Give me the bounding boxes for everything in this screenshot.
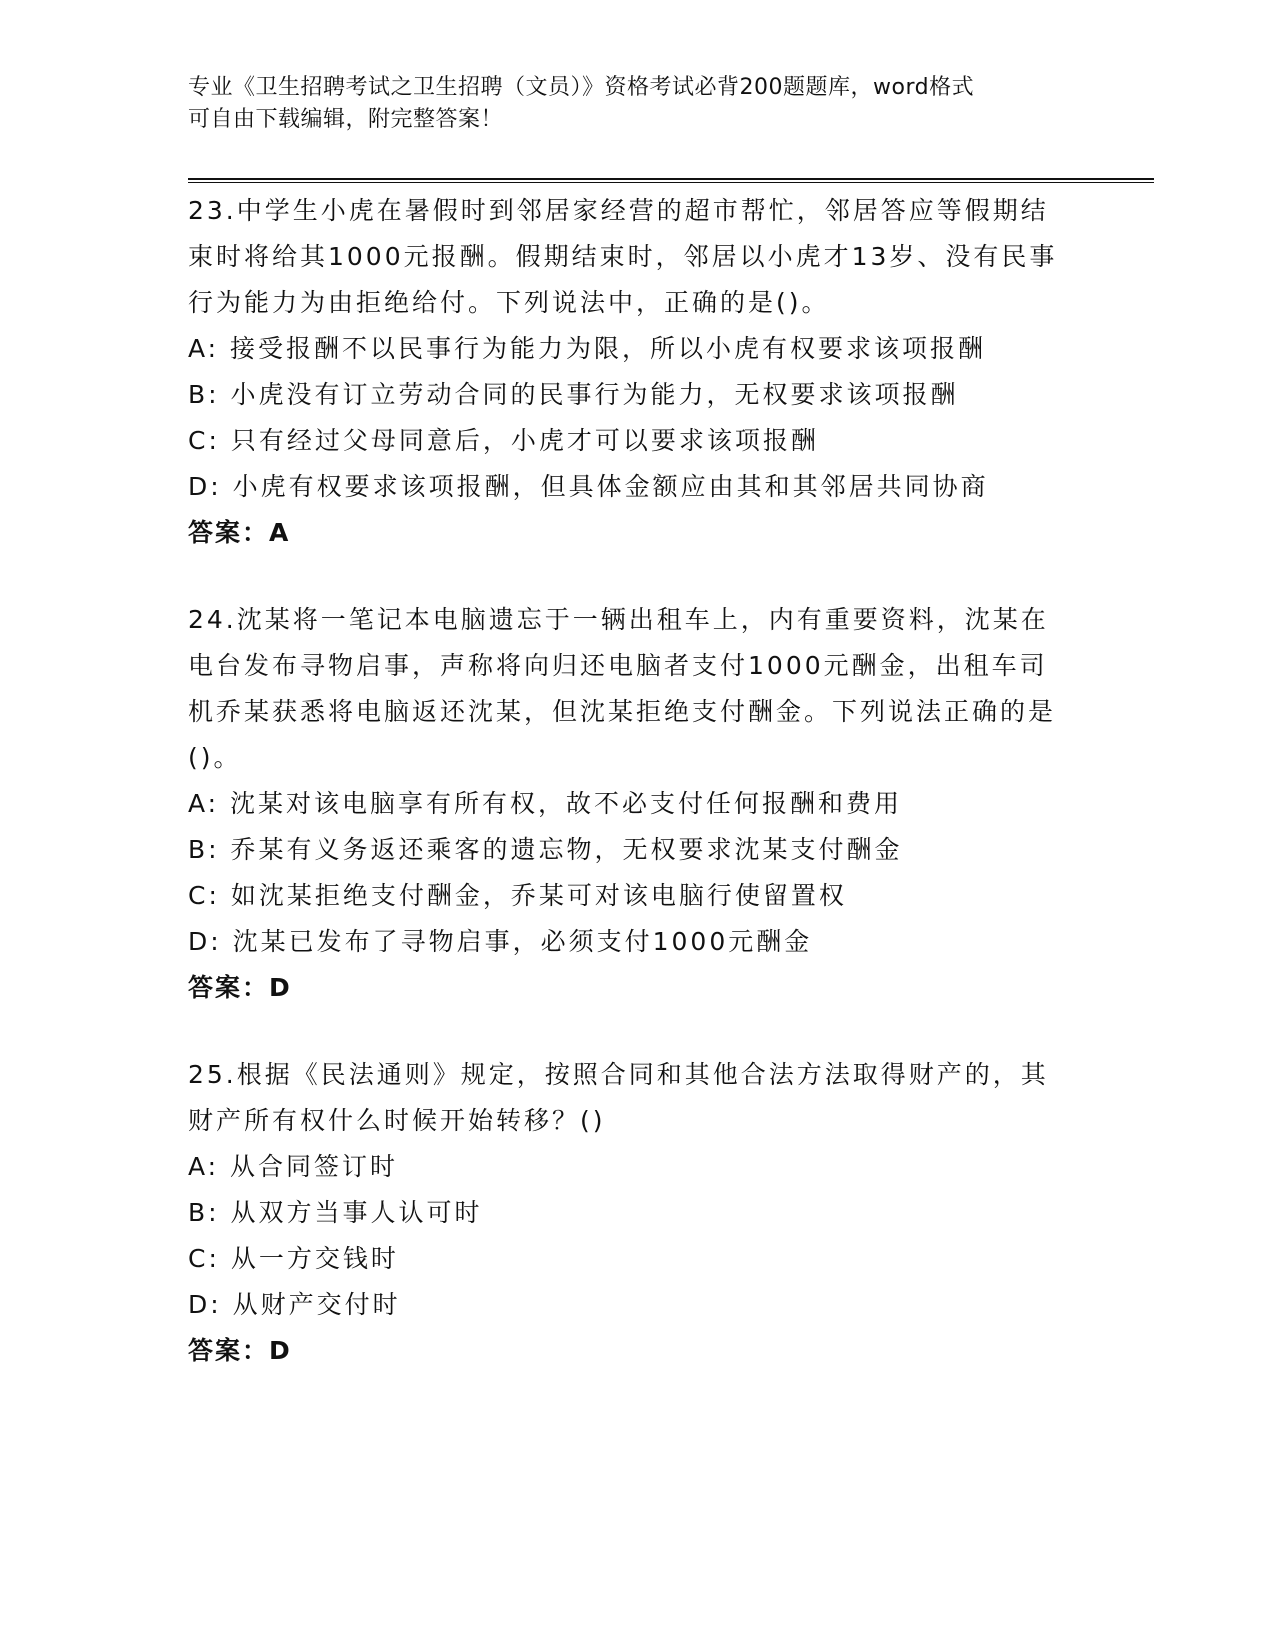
option-d: D: 从财产交付时 <box>188 1290 401 1319</box>
answer-line: 答案：D <box>188 1336 292 1365</box>
answer-line: 答案：A <box>188 518 291 547</box>
header-divider <box>188 178 1154 180</box>
header-line-2: 可自由下载编辑，附完整答案！ <box>188 107 504 132</box>
option-c: C: 从一方交钱时 <box>188 1244 399 1273</box>
question-23 <box>188 188 1068 556</box>
question-stem: 24.沈某将一笔记本电脑遗忘于一辆出租车上，内有重要资料，沈某在电台发布寻物启事，声称将向归还电脑者支付1000元酬金，出租车司机乔某获悉将电脑返还沈某，但沈某拒绝支付酬金。下列说法正确的是()。 <box>188 605 1057 772</box>
option-d: D: 小虎有权要求该项报酬，但具体金额应由其和其邻居共同协商 <box>188 472 989 501</box>
option-c: C: 只有经过父母同意后，小虎才可以要求该项报酬 <box>188 426 819 455</box>
option-a: A: 从合同签订时 <box>188 1152 399 1181</box>
header-divider-thin <box>188 182 1154 183</box>
option-b: B: 小虎没有订立劳动合同的民事行为能力，无权要求该项报酬 <box>188 380 959 409</box>
question-25 <box>188 1052 1068 1374</box>
option-a: A: 沈某对该电脑享有所有权，故不必支付任何报酬和费用 <box>188 789 903 818</box>
header-line-1: 专业《卫生招聘考试之卫生招聘（文员）》资格考试必背200题题库，word格式 <box>188 75 975 100</box>
question-stem: 23.中学生小虎在暑假时到邻居家经营的超市帮忙，邻居答应等假期结束时将给其1000元报酬。假期结束时，邻居以小虎才13岁、没有民事行为能力为由拒绝给付。下列说法中，正确的是()。 <box>188 196 1058 317</box>
option-d: D: 沈某已发布了寻物启事，必须支付1000元酬金 <box>188 927 813 956</box>
question-24 <box>188 597 1068 1011</box>
option-b: B: 从双方当事人认可时 <box>188 1198 483 1227</box>
question-stem: 25.根据《民法通则》规定，按照合同和其他合法方法取得财产的，其财产所有权什么时候开始转移？() <box>188 1060 1049 1135</box>
option-a: A: 接受报酬不以民事行为能力为限，所以小虎有权要求该项报酬 <box>188 334 987 363</box>
option-c: C: 如沈某拒绝支付酬金，乔某可对该电脑行使留置权 <box>188 881 847 910</box>
option-b: B: 乔某有义务返还乘客的遗忘物，无权要求沈某支付酬金 <box>188 835 903 864</box>
answer-line: 答案：D <box>188 973 292 1002</box>
document-header <box>188 72 1068 136</box>
